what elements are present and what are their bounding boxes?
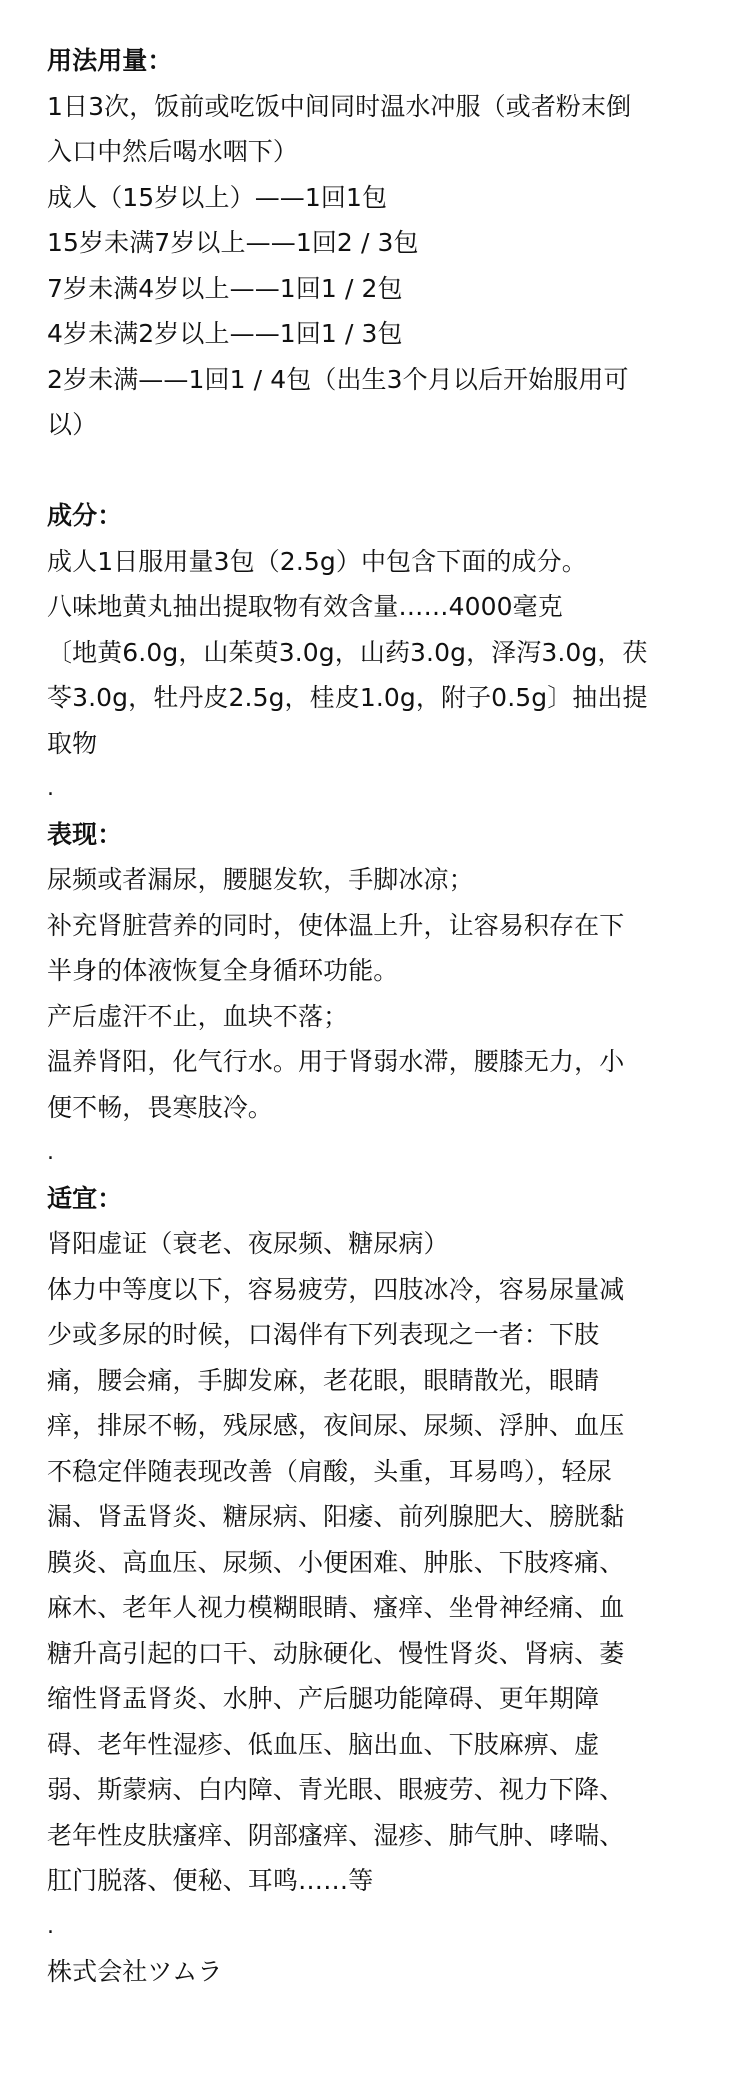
indications-section (47, 1176, 707, 1950)
symptoms-line: 便不畅，畏寒肢冷。 (47, 1092, 273, 1122)
indications-line: 肛门脱落、便秘、耳鸣……等 (47, 1866, 374, 1895)
symptoms-line: 尿频或者漏尿，腰腿发软，手脚冰凉； (47, 865, 474, 894)
usage-line: 15岁未满7岁以上——1回2 / 3包 (47, 228, 419, 257)
usage-line: 4岁未满2岁以上——1回1 / 3包 (47, 319, 403, 348)
indications-line: 碍、老年性湿疹、低血压、脑出血、下肢麻痹、虚 (47, 1729, 600, 1759)
blank-line (47, 448, 707, 494)
indications-line: 痛，腰会痛，手脚发麻，老花眼，眼睛散光，眼睛 (47, 1365, 600, 1395)
indications-line: 老年性皮肤瘙痒、阴部瘙痒、湿疹、肺气肿、哮喘、 (47, 1820, 625, 1850)
symptoms-line: 产后虚汗不止，血块不落； (47, 1001, 349, 1031)
symptoms-line: 温养肾阳，化气行水。用于肾弱水滞，腰膝无力，小 (47, 1047, 625, 1076)
company-name: 株式会社ツムラ (47, 1957, 223, 1986)
usage-line: 成人（15岁以上）——1回1包 (47, 182, 388, 212)
separator-dot: . (47, 1140, 55, 1165)
indications-line: 痒，排尿不畅，残尿感，夜间尿、尿频、浮肿、血压 (47, 1411, 625, 1440)
ingredients-section (47, 493, 707, 812)
separator-dot: . (47, 1913, 55, 1939)
ingredients-line: 苓3.0g，牡丹皮2.5g，桂皮1.0g，附子0.5g〕抽出提 (47, 683, 648, 712)
indications-line: 漏、肾盂肾炎、糖尿病、阳痿、前列腺肥大、膀胱黏 (47, 1502, 625, 1531)
usage-line: 入口中然后喝水咽下） (47, 137, 299, 166)
ingredients-line: 〔地黄6.0g，山茱萸3.0g，山药3.0g，泽泻3.0g，茯 (47, 637, 648, 667)
indications-line: 体力中等度以下，容易疲劳，四肢冰冷，容易尿量减 (47, 1274, 625, 1304)
usage-line: 2岁未满——1回1 / 4包（出生3个月以后开始服用可 (47, 364, 629, 394)
symptoms-section (47, 812, 707, 1176)
symptoms-heading: 表现： (47, 819, 123, 849)
usage-heading: 用法用量： (47, 46, 173, 75)
usage-line: 1日3次，饭前或吃饭中间同时温水冲服（或者粉末倒 (47, 91, 632, 121)
usage-section (47, 38, 707, 448)
separator-dot: . (47, 776, 55, 801)
usage-line: 以） (47, 410, 98, 439)
indications-line: 肾阳虚证（衰老、夜尿频、糖尿病） (47, 1229, 449, 1258)
ingredients-line: 取物 (47, 728, 98, 758)
usage-line: 7岁未满4岁以上——1回1 / 2包 (47, 273, 403, 303)
indications-heading: 适宜： (47, 1183, 123, 1213)
document-body (47, 38, 707, 1995)
ingredients-heading: 成分： (47, 501, 123, 530)
ingredients-line: 八味地黄丸抽出提取物有效含量……4000毫克 (47, 592, 563, 621)
indications-line: 麻木、老年人视力模糊眼睛、瘙痒、坐骨神经痛、血 (47, 1593, 625, 1622)
indications-line: 膜炎、高血压、尿频、小便困难、肿胀、下肢疼痛、 (47, 1547, 625, 1577)
symptoms-line: 补充肾脏营养的同时，使体温上升，让容易积存在下 (47, 910, 625, 940)
indications-line: 缩性肾盂肾炎、水肿、产后腿功能障碍、更年期障 (47, 1684, 600, 1713)
indications-line: 少或多尿的时候，口渴伴有下列表现之一者：下肢 (47, 1320, 600, 1349)
ingredients-line: 成人1日服用量3包（2.5g）中包含下面的成分。 (47, 546, 587, 576)
indications-line: 糖升高引起的口干、动脉硬化、慢性肾炎、肾病、萎 (47, 1638, 625, 1668)
symptoms-line: 半身的体液恢复全身循环功能。 (47, 956, 399, 985)
indications-line: 弱、斯蒙病、白内障、青光眼、眼疲劳、视力下降、 (47, 1775, 625, 1804)
indications-line: 不稳定伴随表现改善（肩酸，头重，耳易鸣），轻尿 (47, 1456, 612, 1486)
